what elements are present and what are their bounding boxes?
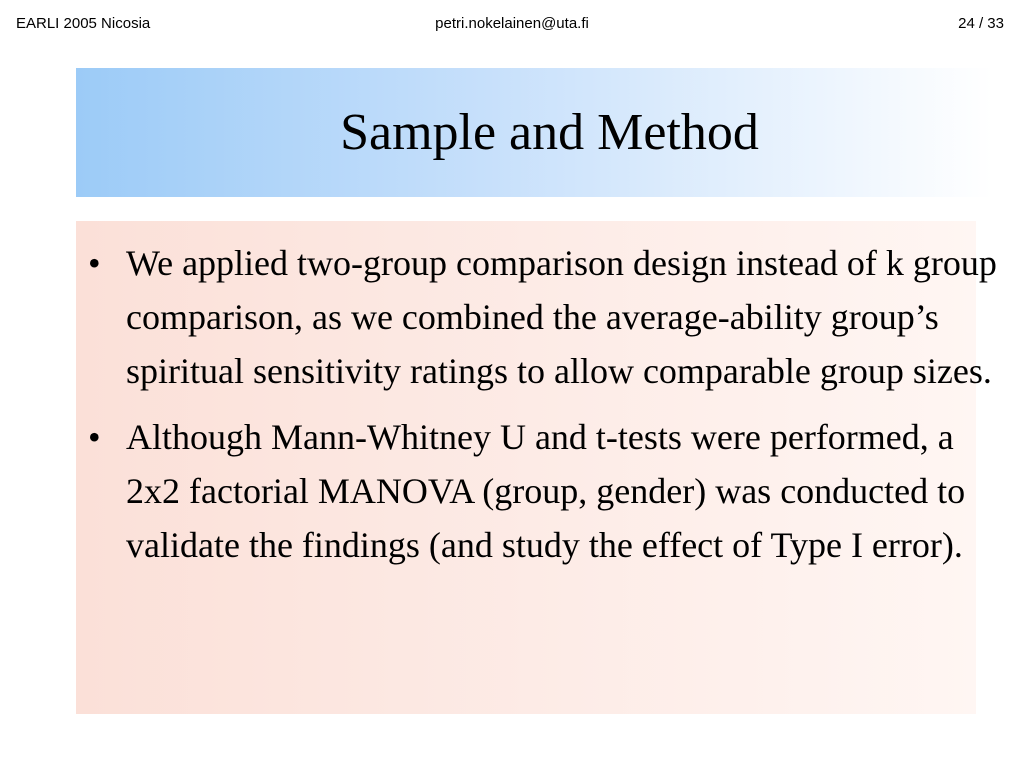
title-band bbox=[76, 68, 993, 197]
bullet-text: We applied two-group comparison design instead of k group comparison, as we combined the average-ability group’s spiritual sensitivity ratings to allow comparable group sizes. bbox=[126, 243, 997, 391]
author-email: petri.nokelainen@uta.fi bbox=[435, 15, 589, 32]
bullet-list bbox=[88, 236, 998, 584]
content-box bbox=[76, 221, 997, 714]
slide-header bbox=[0, 15, 1024, 35]
bullet-item bbox=[88, 410, 998, 572]
bullet-icon: • bbox=[88, 243, 101, 283]
bullet-item bbox=[88, 236, 998, 398]
page-number: 24 / 33 bbox=[958, 15, 1004, 32]
bullet-icon: • bbox=[88, 417, 101, 457]
slide-title: Sample and Method bbox=[340, 104, 759, 161]
conference-label: EARLI 2005 Nicosia bbox=[16, 15, 151, 32]
bullet-text: Although Mann-Whitney U and t-tests were performed, a 2x2 factorial MANOVA (group, gender) was conducted to validate the findings (and study the effect of Type I error). bbox=[126, 417, 966, 565]
